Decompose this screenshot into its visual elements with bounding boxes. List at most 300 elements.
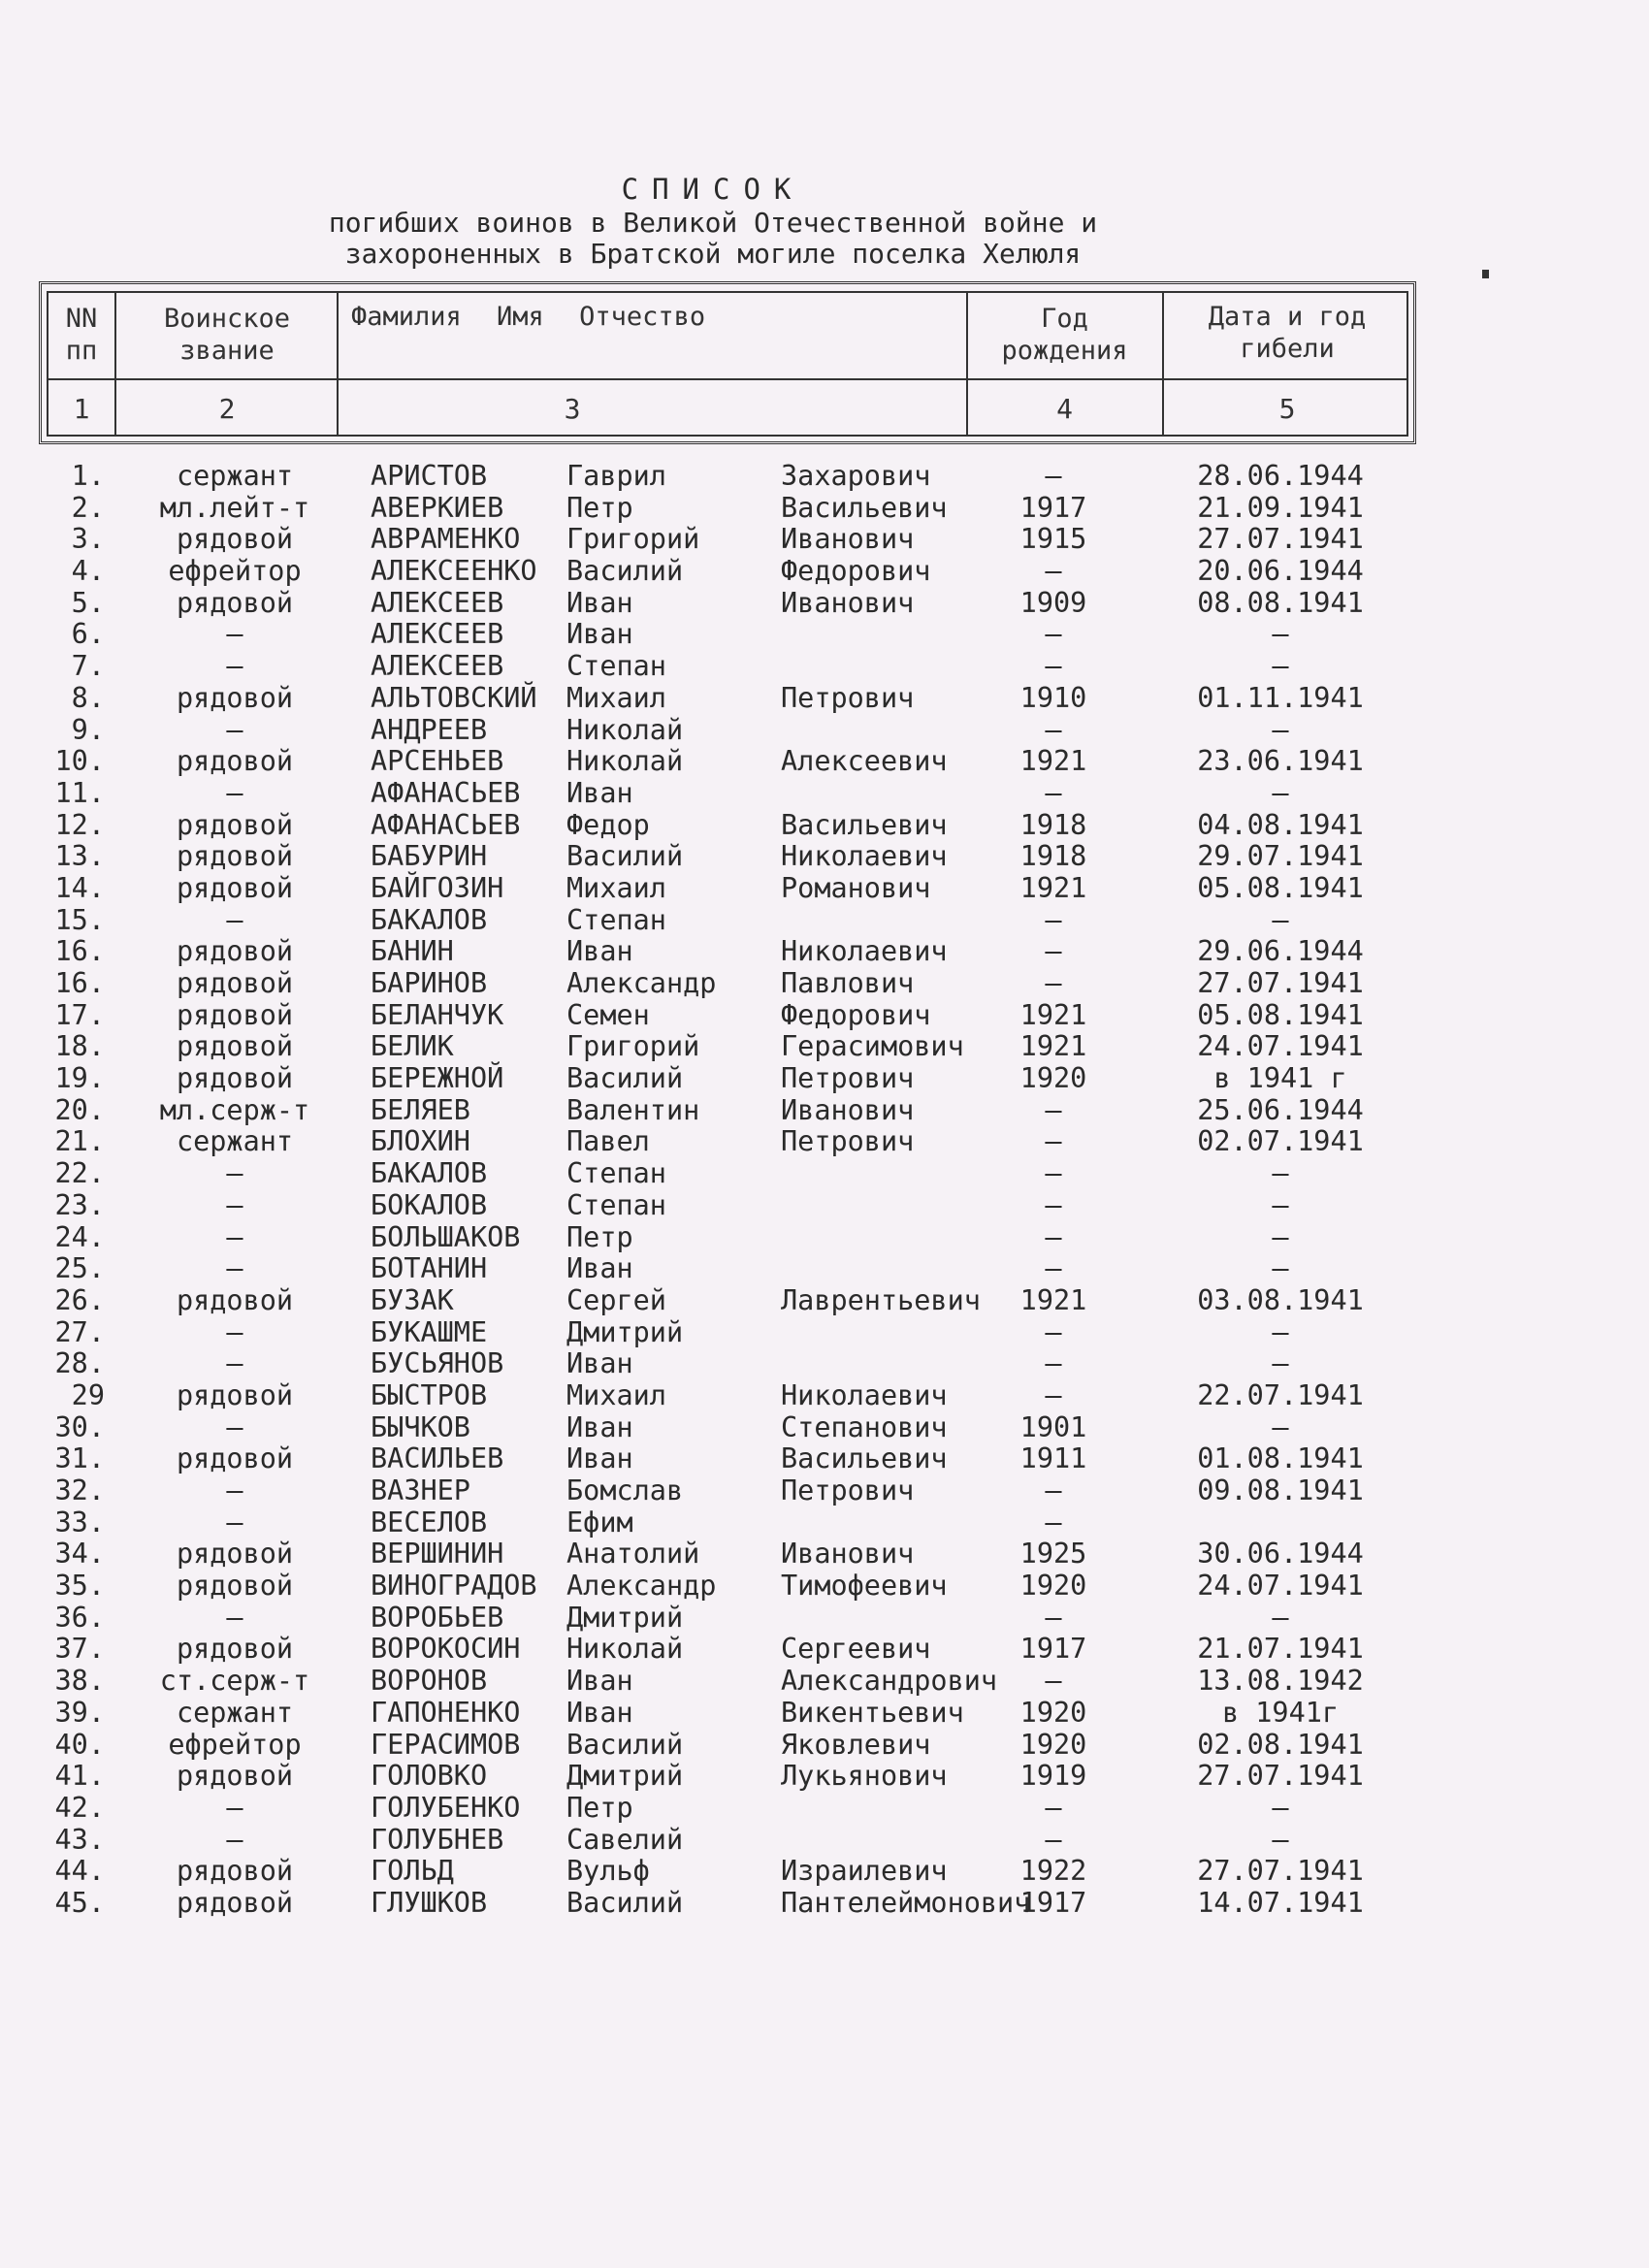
- table-row: [0, 1507, 1649, 1539]
- cell-date: 09.08.1941: [1197, 1474, 1364, 1507]
- cell-patronymic: Иванович: [781, 1538, 915, 1571]
- cell-name: Григорий: [566, 523, 700, 556]
- cell-patronymic: Степанович: [781, 1410, 948, 1443]
- casualty-list: [0, 461, 1649, 1920]
- cell-year: –: [1045, 1378, 1062, 1411]
- cell-name: Дмитрий: [566, 1315, 684, 1348]
- cell-num: 7.: [71, 650, 105, 683]
- cell-surname: ГЕРАСИМОВ: [371, 1728, 521, 1761]
- cell-surname: АФАНАСЬЕВ: [371, 776, 521, 809]
- cell-date: –: [1272, 618, 1289, 651]
- cell-patronymic: Петрович: [781, 681, 915, 714]
- cell-name: Александр: [566, 967, 717, 999]
- cell-date: 03.08.1941: [1197, 1283, 1364, 1316]
- cell-year: 1920: [1019, 1570, 1087, 1603]
- cell-date: 08.08.1941: [1197, 586, 1364, 619]
- cell-date: 22.07.1941: [1197, 1378, 1364, 1411]
- cell-patronymic: Иванович: [781, 586, 915, 619]
- cell-name: Михаил: [566, 1378, 666, 1411]
- cell-name: Иван: [566, 1347, 633, 1380]
- table-row: [0, 1317, 1649, 1349]
- cell-date: 29.06.1944: [1197, 935, 1364, 968]
- document-title: СПИСОК: [621, 173, 805, 206]
- table-row: [0, 1825, 1649, 1857]
- table-row: [0, 1539, 1649, 1571]
- cell-rank: –: [226, 1410, 243, 1443]
- cell-year: –: [1045, 460, 1062, 492]
- cell-num: 19.: [54, 1062, 105, 1095]
- cell-rank: рядовой: [176, 808, 294, 841]
- cell-date: 14.07.1941: [1197, 1886, 1364, 1919]
- cell-date: 24.07.1941: [1197, 1030, 1364, 1063]
- table-row: [0, 1761, 1649, 1793]
- table-row: [0, 1000, 1649, 1032]
- cell-rank: сержант: [176, 1696, 294, 1729]
- cell-rank: –: [226, 713, 243, 746]
- cell-year: –: [1045, 1157, 1062, 1190]
- cell-name: Степан: [566, 1188, 666, 1221]
- cell-patronymic: Сергеевич: [781, 1633, 931, 1666]
- cell-num: 25.: [54, 1252, 105, 1285]
- cell-rank: ст.серж-т: [159, 1665, 310, 1698]
- cell-num: 13.: [54, 840, 105, 873]
- cell-year: 1921: [1019, 998, 1087, 1031]
- cell-date: 23.06.1941: [1197, 745, 1364, 778]
- cell-patronymic: Александрович: [781, 1665, 998, 1698]
- table-row: [0, 1126, 1649, 1158]
- cell-date: –: [1272, 1315, 1289, 1348]
- cell-num: 26.: [54, 1283, 105, 1316]
- cell-date: –: [1272, 1252, 1289, 1285]
- cell-year: 1921: [1019, 1030, 1087, 1063]
- cell-year: –: [1045, 1220, 1062, 1253]
- cell-name: Степан: [566, 903, 666, 936]
- cell-rank: рядовой: [176, 681, 294, 714]
- cell-num: 30.: [54, 1410, 105, 1443]
- table-row: [0, 524, 1649, 556]
- cell-name: Василий: [566, 1886, 684, 1919]
- cell-rank: рядовой: [176, 1633, 294, 1666]
- table-row: [0, 556, 1649, 588]
- cell-year: 1909: [1019, 586, 1087, 619]
- table-row: [0, 715, 1649, 747]
- cell-name: Василий: [566, 1062, 684, 1095]
- cell-surname: БЕРЕЖНОЙ: [371, 1062, 504, 1095]
- cell-surname: БОЛЬШАКОВ: [371, 1220, 521, 1253]
- cell-num: 20.: [54, 1093, 105, 1126]
- cell-rank: рядовой: [176, 1570, 294, 1603]
- cell-rank: рядовой: [176, 1378, 294, 1411]
- cell-name: Иван: [566, 935, 633, 968]
- cell-patronymic: Васильевич: [781, 1442, 948, 1475]
- header-num-5: 5: [1278, 393, 1296, 425]
- cell-num: 44.: [54, 1855, 105, 1888]
- cell-surname: БАРИНОВ: [371, 967, 488, 999]
- table-row: [0, 936, 1649, 968]
- scan-artifact: [1482, 270, 1489, 278]
- table-row: [0, 1888, 1649, 1920]
- table-row: [0, 1443, 1649, 1475]
- cell-year: –: [1045, 1791, 1062, 1824]
- cell-name: Василий: [566, 1728, 684, 1761]
- cell-name: Сергей: [566, 1283, 666, 1316]
- cell-num: 4.: [71, 555, 105, 588]
- cell-patronymic: Тимофеевич: [781, 1570, 948, 1603]
- cell-date: 02.07.1941: [1197, 1125, 1364, 1158]
- cell-patronymic: Герасимович: [781, 1030, 964, 1063]
- cell-num: 32.: [54, 1474, 105, 1507]
- cell-rank: рядовой: [176, 840, 294, 873]
- cell-rank: рядовой: [176, 586, 294, 619]
- cell-date: 27.07.1941: [1197, 1855, 1364, 1888]
- cell-rank: рядовой: [176, 935, 294, 968]
- table-row: [0, 1222, 1649, 1254]
- cell-surname: БУКАШМЕ: [371, 1315, 488, 1348]
- cell-rank: –: [226, 1601, 243, 1634]
- cell-name: Василий: [566, 555, 684, 588]
- cell-rank: ефрейтор: [168, 1728, 302, 1761]
- table-row: [0, 1571, 1649, 1603]
- cell-date: –: [1272, 776, 1289, 809]
- table-row: [0, 1380, 1649, 1412]
- cell-year: –: [1045, 903, 1062, 936]
- cell-rank: –: [226, 1506, 243, 1539]
- cell-num: 37.: [54, 1633, 105, 1666]
- cell-name: Иван: [566, 776, 633, 809]
- cell-date: 29.07.1941: [1197, 840, 1364, 873]
- cell-date: –: [1272, 1410, 1289, 1443]
- table-row: [0, 1856, 1649, 1888]
- cell-surname: БОТАНИН: [371, 1252, 488, 1285]
- cell-date: –: [1272, 1791, 1289, 1824]
- cell-patronymic: Николаевич: [781, 1378, 948, 1411]
- cell-rank: рядовой: [176, 998, 294, 1031]
- cell-rank: рядовой: [176, 1855, 294, 1888]
- cell-patronymic: Николаевич: [781, 840, 948, 873]
- cell-surname: БАКАЛОВ: [371, 1157, 488, 1190]
- header-column-divider: [966, 291, 968, 437]
- cell-date: 01.08.1941: [1197, 1442, 1364, 1475]
- cell-name: Александр: [566, 1570, 717, 1603]
- header-col-fullname: Фамилия Имя Отчество: [351, 302, 706, 332]
- cell-year: –: [1045, 1601, 1062, 1634]
- cell-patronymic: Захарович: [781, 460, 931, 492]
- table-row: [0, 493, 1649, 525]
- cell-year: 1925: [1019, 1538, 1087, 1571]
- cell-name: Бомслав: [566, 1474, 684, 1507]
- cell-surname: АЛЕКСЕЕВ: [371, 586, 504, 619]
- cell-year: –: [1045, 1347, 1062, 1380]
- cell-num: 8.: [71, 681, 105, 714]
- table-row: [0, 1190, 1649, 1222]
- table-row: [0, 1634, 1649, 1666]
- cell-rank: сержант: [176, 460, 294, 492]
- cell-num: 1.: [71, 460, 105, 492]
- header-num-2: 2: [218, 393, 236, 425]
- cell-date: 27.07.1941: [1197, 1760, 1364, 1793]
- cell-patronymic: Петрович: [781, 1062, 915, 1095]
- cell-num: 22.: [54, 1157, 105, 1190]
- cell-year: –: [1045, 1665, 1062, 1698]
- cell-date: –: [1272, 1188, 1289, 1221]
- cell-rank: –: [226, 1220, 243, 1253]
- cell-surname: ГОЛОВКО: [371, 1760, 488, 1793]
- cell-rank: рядовой: [176, 1886, 294, 1919]
- cell-rank: рядовой: [176, 1062, 294, 1095]
- cell-date: –: [1272, 1823, 1289, 1856]
- cell-rank: –: [226, 903, 243, 936]
- cell-date: 25.06.1944: [1197, 1093, 1364, 1126]
- table-row: [0, 1730, 1649, 1762]
- table-row: [0, 1698, 1649, 1730]
- cell-year: –: [1045, 1506, 1062, 1539]
- cell-year: 1920: [1019, 1728, 1087, 1761]
- table-row: [0, 1158, 1649, 1190]
- cell-name: Иван: [566, 1696, 633, 1729]
- cell-patronymic: Пантелеймонович: [781, 1886, 1031, 1919]
- cell-date: 28.06.1944: [1197, 460, 1364, 492]
- cell-patronymic: Петрович: [781, 1474, 915, 1507]
- cell-rank: –: [226, 1823, 243, 1856]
- cell-num: 36.: [54, 1601, 105, 1634]
- header-col-rank: Воинское звание: [163, 304, 291, 366]
- cell-rank: рядовой: [176, 1283, 294, 1316]
- document-subtitle-line-1: погибших воинов в Великой Отечественной войне и: [328, 207, 1098, 239]
- cell-num: 39.: [54, 1696, 105, 1729]
- cell-date: 30.06.1944: [1197, 1538, 1364, 1571]
- cell-num: 6.: [71, 618, 105, 651]
- cell-num: 12.: [54, 808, 105, 841]
- table-row: [0, 1285, 1649, 1317]
- cell-year: 1910: [1019, 681, 1087, 714]
- cell-date: –: [1272, 713, 1289, 746]
- table-row: [0, 810, 1649, 842]
- cell-name: Анатолий: [566, 1538, 700, 1571]
- cell-year: 1920: [1019, 1696, 1087, 1729]
- cell-rank: рядовой: [176, 967, 294, 999]
- cell-date: 05.08.1941: [1197, 871, 1364, 904]
- document-subtitle-line-2: захороненных в Братской могиле поселка Хелюля: [344, 238, 1082, 270]
- cell-date: –: [1272, 1220, 1289, 1253]
- cell-name: Савелий: [566, 1823, 684, 1856]
- cell-name: Николай: [566, 745, 684, 778]
- header-col-birth-year: Год рождения: [1001, 304, 1128, 366]
- table-row: [0, 651, 1649, 683]
- cell-patronymic: Федорович: [781, 998, 931, 1031]
- header-num-1: 1: [73, 393, 90, 425]
- table-row: [0, 746, 1649, 778]
- cell-num: 17.: [54, 998, 105, 1031]
- cell-name: Федор: [566, 808, 650, 841]
- cell-patronymic: Яковлевич: [781, 1728, 931, 1761]
- cell-surname: ГОЛУБНЕВ: [371, 1823, 504, 1856]
- cell-rank: –: [226, 1474, 243, 1507]
- cell-date: 13.08.1942: [1197, 1665, 1364, 1698]
- table-row: [0, 1475, 1649, 1507]
- cell-year: –: [1045, 1125, 1062, 1158]
- cell-name: Павел: [566, 1125, 650, 1158]
- cell-rank: –: [226, 776, 243, 809]
- cell-num: 40.: [54, 1728, 105, 1761]
- cell-surname: ВЕСЕЛОВ: [371, 1506, 488, 1539]
- cell-name: Иван: [566, 1442, 633, 1475]
- table-row: [0, 461, 1649, 493]
- cell-patronymic: Иванович: [781, 1093, 915, 1126]
- cell-num: 31.: [54, 1442, 105, 1475]
- cell-year: –: [1045, 1474, 1062, 1507]
- cell-name: Иван: [566, 586, 633, 619]
- table-row: [0, 619, 1649, 651]
- table-row: [0, 968, 1649, 1000]
- cell-rank: –: [226, 650, 243, 683]
- cell-patronymic: Васильевич: [781, 491, 948, 524]
- table-row: [0, 841, 1649, 873]
- cell-rank: рядовой: [176, 1538, 294, 1571]
- cell-rank: рядовой: [176, 1760, 294, 1793]
- header-num-4: 4: [1056, 393, 1073, 425]
- table-row: [0, 778, 1649, 810]
- cell-year: –: [1045, 935, 1062, 968]
- cell-surname: ВАЗНЕР: [371, 1474, 470, 1507]
- cell-rank: –: [226, 1791, 243, 1824]
- cell-num: 3.: [71, 523, 105, 556]
- cell-rank: рядовой: [176, 1030, 294, 1063]
- table-row: [0, 588, 1649, 620]
- cell-num: 28.: [54, 1347, 105, 1380]
- cell-name: Вульф: [566, 1855, 650, 1888]
- cell-surname: БУЗАК: [371, 1283, 454, 1316]
- cell-num: 9.: [71, 713, 105, 746]
- cell-surname: БАЙГОЗИН: [371, 871, 504, 904]
- table-row: [0, 1348, 1649, 1380]
- cell-surname: ВАСИЛЬЕВ: [371, 1442, 504, 1475]
- cell-surname: ВЕРШИНИН: [371, 1538, 504, 1571]
- cell-date: 24.07.1941: [1197, 1570, 1364, 1603]
- cell-date: –: [1272, 903, 1289, 936]
- cell-name: Иван: [566, 1252, 633, 1285]
- cell-name: Иван: [566, 1665, 633, 1698]
- cell-year: 1917: [1019, 1633, 1087, 1666]
- table-row: [0, 1095, 1649, 1127]
- cell-surname: ГОЛУБЕНКО: [371, 1791, 521, 1824]
- cell-year: –: [1045, 967, 1062, 999]
- cell-num: 42.: [54, 1791, 105, 1824]
- cell-year: 1919: [1019, 1760, 1087, 1793]
- cell-num: 15.: [54, 903, 105, 936]
- cell-date: 27.07.1941: [1197, 523, 1364, 556]
- cell-surname: БАКАЛОВ: [371, 903, 488, 936]
- cell-num: 35.: [54, 1570, 105, 1603]
- cell-rank: –: [226, 1188, 243, 1221]
- cell-year: –: [1045, 1252, 1062, 1285]
- cell-num: 38.: [54, 1665, 105, 1698]
- cell-patronymic: Петрович: [781, 1125, 915, 1158]
- table-row: [0, 1253, 1649, 1285]
- cell-date: в 1941 г: [1213, 1062, 1347, 1095]
- cell-surname: АФАНАСЬЕВ: [371, 808, 521, 841]
- cell-num: 14.: [54, 871, 105, 904]
- cell-patronymic: Алексеевич: [781, 745, 948, 778]
- cell-surname: БЕЛИК: [371, 1030, 454, 1063]
- cell-year: –: [1045, 1188, 1062, 1221]
- cell-year: –: [1045, 555, 1062, 588]
- cell-date: –: [1272, 1157, 1289, 1190]
- cell-year: 1922: [1019, 1855, 1087, 1888]
- cell-rank: –: [226, 1157, 243, 1190]
- cell-date: 20.06.1944: [1197, 555, 1364, 588]
- cell-name: Николай: [566, 1633, 684, 1666]
- cell-date: 04.08.1941: [1197, 808, 1364, 841]
- header-divider: [47, 378, 1408, 380]
- cell-year: 1920: [1019, 1062, 1087, 1095]
- cell-num: 24.: [54, 1220, 105, 1253]
- cell-num: 18.: [54, 1030, 105, 1063]
- cell-year: –: [1045, 1315, 1062, 1348]
- header-num-3: 3: [564, 393, 581, 425]
- cell-date: 02.08.1941: [1197, 1728, 1364, 1761]
- cell-num: 27.: [54, 1315, 105, 1348]
- cell-patronymic: Романович: [781, 871, 931, 904]
- cell-year: 1911: [1019, 1442, 1087, 1475]
- cell-surname: АРИСТОВ: [371, 460, 488, 492]
- cell-name: Семен: [566, 998, 650, 1031]
- cell-rank: –: [226, 1252, 243, 1285]
- cell-rank: –: [226, 1347, 243, 1380]
- cell-name: Гаврил: [566, 460, 666, 492]
- cell-name: Иван: [566, 618, 633, 651]
- cell-name: Валентин: [566, 1093, 700, 1126]
- cell-year: 1921: [1019, 745, 1087, 778]
- cell-num: 33.: [54, 1506, 105, 1539]
- header-column-divider: [114, 291, 116, 437]
- cell-rank: ефрейтор: [168, 555, 302, 588]
- cell-num: 16.: [54, 967, 105, 999]
- table-row: [0, 683, 1649, 715]
- cell-surname: АРСЕНЬЕВ: [371, 745, 504, 778]
- header-column-divider: [337, 291, 339, 437]
- cell-rank: рядовой: [176, 871, 294, 904]
- cell-surname: БУСЬЯНОВ: [371, 1347, 504, 1380]
- table-row: [0, 1063, 1649, 1095]
- cell-date: 27.07.1941: [1197, 967, 1364, 999]
- header-column-divider: [1162, 291, 1164, 437]
- cell-surname: АВРАМЕНКО: [371, 523, 521, 556]
- cell-surname: БЫЧКОВ: [371, 1410, 470, 1443]
- cell-rank: мл.серж-т: [159, 1093, 310, 1126]
- cell-date: в 1941г: [1221, 1696, 1340, 1729]
- cell-surname: БЕЛАНЧУК: [371, 998, 504, 1031]
- cell-surname: ГОЛЬД: [371, 1855, 454, 1888]
- cell-year: 1915: [1019, 523, 1087, 556]
- cell-date: 21.07.1941: [1197, 1633, 1364, 1666]
- cell-name: Дмитрий: [566, 1760, 684, 1793]
- cell-num: 23.: [54, 1188, 105, 1221]
- cell-name: Василий: [566, 840, 684, 873]
- cell-num: 16.: [54, 935, 105, 968]
- cell-year: 1918: [1019, 840, 1087, 873]
- cell-name: Григорий: [566, 1030, 700, 1063]
- cell-date: 01.11.1941: [1197, 681, 1364, 714]
- cell-year: 1917: [1019, 1886, 1087, 1919]
- cell-rank: рядовой: [176, 1442, 294, 1475]
- cell-rank: рядовой: [176, 523, 294, 556]
- table-row: [0, 905, 1649, 937]
- cell-date: –: [1272, 1347, 1289, 1380]
- cell-surname: БОКАЛОВ: [371, 1188, 488, 1221]
- cell-name: Петр: [566, 1220, 633, 1253]
- cell-num: 11.: [54, 776, 105, 809]
- table-row: [0, 1793, 1649, 1825]
